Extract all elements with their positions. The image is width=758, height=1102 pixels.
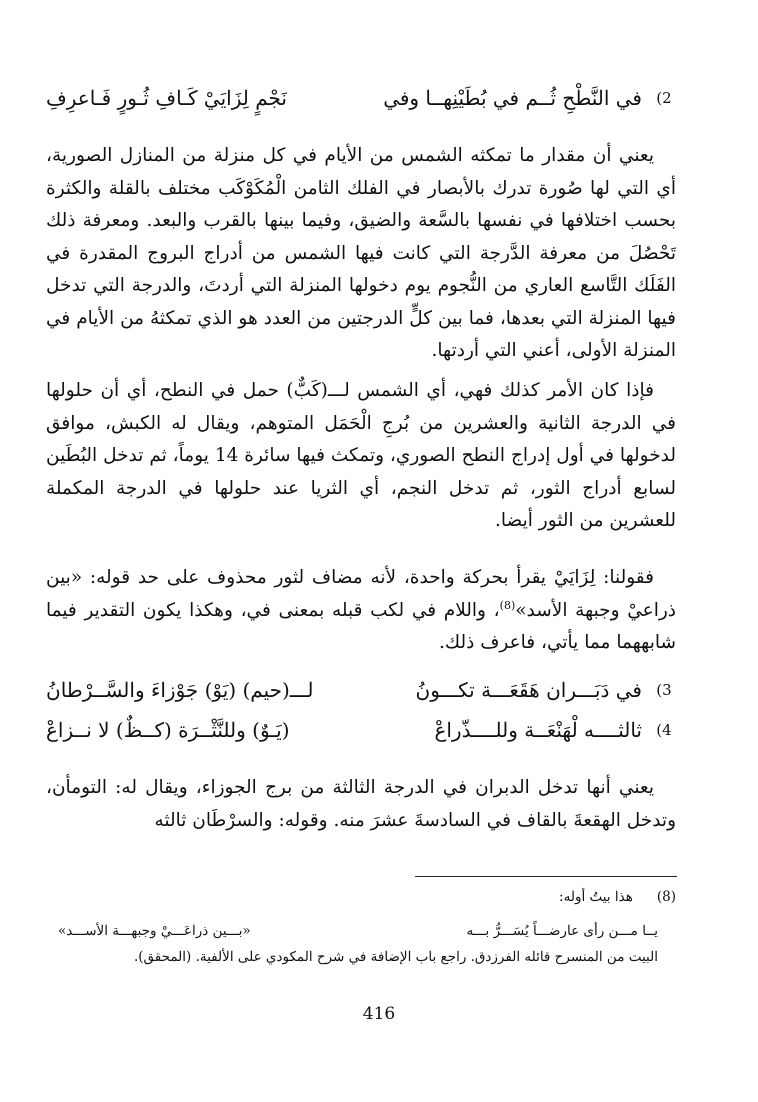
commentary-paragraph-1: يعني أن مقدار ما تمكثه الشمس من الأيام في كل منزلة من المنازل الصورية، أي التي لها صُورة تدرك بالأبصار في الفلك الثامن الْمُكَوْكَب مختلف بالقلة والكثرة بحسب اختلافها في نفسها بالسَّعة والضيق، وفيما بينها بالقرب والبعد. ومعرفة ذلك تَحْصُلَ من معرفة الدَّرجة التي كانت فيها الشمس من أدراج البروج المقدرة في الفَلَك التَّاسع العاري من النُّجوم يوم دخولها المنزلة التي أردتَ، والدرجة التي تدخل فيها المنزلة التي بعدها، فما بين كلٍّ الدرجتين من العدد هو الذي تمكثهُ من الأيام في المنزلة الأولى، أعني التي أردتها.: [46, 145, 676, 361]
commentary-paragraph-2: فإذا كان الأمر كذلك فهي، أي الشمس لـــ(كَبٌّ) حمل في النطح، أي أن حلولها في الدرجة الثانية والعشرين من بُرجِ الْحَمَل المتوهم، ويقال له الكبش، موافق لدخولها في أول إدراج النطح الصوري، وتمكث فيها سائرة 14 يوماً، ثم تدخل البُطَين لسابع أدراج الثور، ثم تدخل النجم، أي الثريا عند حلولها في الدرجة المكملة للعشرين من الثور أيضا.: [46, 380, 676, 531]
verse-hemistich-second: نَجْمٍ لِزَايَيْ كَـافِ ثُـورٍ فَـاعرِفِ: [46, 86, 287, 110]
verse-line-3: [46, 670, 676, 710]
verse-number: 3): [656, 681, 672, 699]
footnote-reference[interactable]: (8): [499, 598, 516, 612]
paragraph-text-before-reference: فقولنا: لِزَايَيْ يقرأ بحركة واحدة، لأنه مضاف لثور محذوف على حد قوله: «بين ذراعيْ وجبهة الأسد»: [46, 567, 677, 621]
paragraph-text-after-reference: ، واللام في لكب قبله بمعنى في، وهكذا يكون التقدير فيما شابههما مما يأتي، فاعرف ذلك.: [46, 599, 676, 653]
verse-hemistich-second: لـــ(حيم) (يَوْ) جَوْزاءَ والسَّــرْطانُ: [46, 678, 314, 702]
verse-line-2: [46, 78, 676, 118]
footnote-number: (8): [656, 889, 676, 905]
verse-number: 2): [656, 89, 672, 107]
verse-hemistich-first: ثالثــــه لْهَنْعَــة وللــــذّراعْ: [434, 718, 642, 742]
verse-hemistich-second: (يَـوٌ) وللنَّثْــرَة (كــظٌ) لا نــزاعْ: [46, 718, 290, 742]
footnote-intro: هذا بيتُ أوله:: [559, 889, 633, 905]
verse-hemistich-first: في دَبَـــران هَقَعَـــة تكـــونُ: [415, 678, 642, 702]
page-number: 416: [362, 1004, 396, 1024]
footnote-verse-second-hemistich: «بـــين ذراعَـــيْ وجبهـــة الأســـد»: [58, 923, 251, 939]
verse-number: 4): [656, 721, 672, 739]
verse-line-4: [46, 710, 676, 750]
commentary-paragraph-3: [46, 562, 676, 660]
footnote-separator: [415, 876, 677, 877]
footnote-intro-line: [46, 884, 676, 910]
commentary-paragraph-4: يعني أنها تدخل الدبران في الدرجة الثالثة من برج الجوزاء، ويقال له: التومأن، وتدخل الهقعةَ بالقاف في السادسةَ عشرَ منه. وقوله: والسرْطَان ثالثه: [46, 777, 676, 831]
verse-hemistich-first: في النَّطْحِ ثُــم في بُطَيْنِهــا وفي: [383, 86, 642, 110]
footnote-verse: [58, 918, 658, 944]
footnote-source: البيت من المنسرح قائله الفرزدق. راجع باب الإضافة في شرح المكودي على الألفية. (المحقق).: [133, 949, 658, 965]
footnote-verse-first-hemistich: يــا مـــن رأى عارضـــاً يُسَـــرُّ بـــه: [466, 923, 658, 939]
